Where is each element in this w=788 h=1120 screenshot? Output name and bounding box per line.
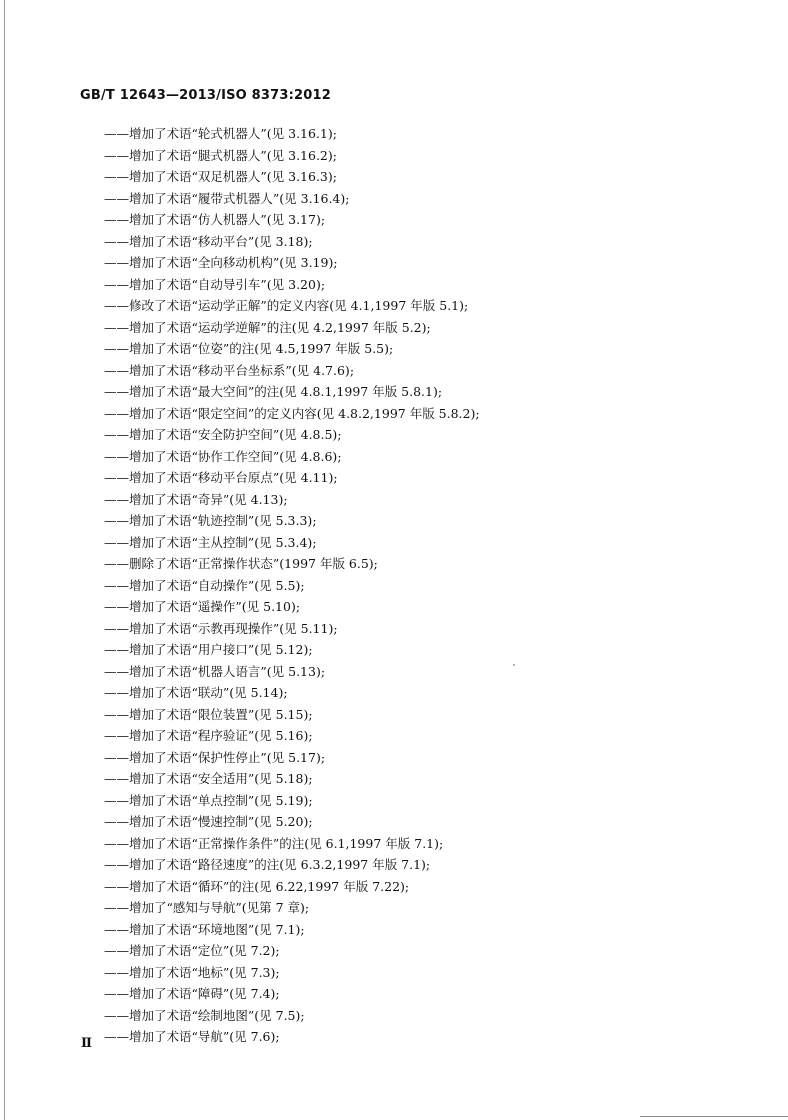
list-item: ——增加了术语“自动操作”(见 5.5);	[104, 577, 305, 593]
list-item: ——增加了术语“路径速度”的注(见 6.3.2,1997 年版 7.1);	[104, 857, 431, 872]
list-item: ——增加了术语“安全适用”(见 5.18);	[104, 771, 313, 786]
list-item: ——增加了术语“全向移动机构”(见 3.19);	[104, 255, 338, 270]
list-item: ——增加了术语“地标”(见 7.3);	[104, 964, 280, 980]
list-item: ——增加了术语“最大空间”的注(见 4.8.1,1997 年版 5.8.1);	[104, 384, 443, 399]
list-item: ——增加了“感知与导航”(见第 7 章);	[104, 900, 310, 915]
list-item: ——增加了术语“自动导引车”(见 3.20);	[104, 276, 326, 292]
list-item: ——增加了术语“移动平台”(见 3.18);	[104, 233, 313, 249]
list-item: ——增加了术语“单点控制”(见 5.19);	[104, 792, 313, 808]
list-item: ——增加了术语“定位”(见 7.2);	[104, 943, 280, 958]
scan-speck	[513, 664, 515, 666]
list-item: ——增加了术语“环境地图”(见 7.1);	[104, 921, 305, 937]
page-number: Ⅱ	[81, 1036, 92, 1051]
list-item: ——增加了术语“主从控制”(见 5.3.4);	[104, 534, 317, 550]
list-item: ——增加了术语“限位装置”(见 5.15);	[104, 706, 313, 722]
list-item: ——增加了术语“障碍”(见 7.4);	[104, 986, 280, 1001]
list-item: ——增加了术语“遥操作”(见 5.10);	[104, 599, 301, 614]
list-item: ——增加了术语“移动平台原点”(见 4.11);	[104, 470, 338, 485]
list-item: ——增加了术语“程序验证”(见 5.16);	[104, 728, 313, 743]
list-item: ——增加了术语“正常操作条件”的注(见 6.1,1997 年版 7.1);	[104, 835, 444, 851]
list-item: ——增加了术语“运动学逆解”的注(见 4.2,1997 年版 5.2);	[104, 319, 431, 335]
list-item: ——增加了术语“联动”(见 5.14);	[104, 685, 288, 700]
list-item: ——删除了术语“正常操作状态”(1997 年版 6.5);	[104, 556, 378, 571]
list-item: ——增加了术语“安全防护空间”(见 4.8.5);	[104, 427, 342, 442]
list-item: ——增加了术语“位姿”的注(见 4.5,1997 年版 5.5);	[104, 341, 394, 356]
list-item: ——增加了术语“循环”的注(见 6.22,1997 年版 7.22);	[104, 878, 410, 894]
list-item: ——增加了术语“导航”(见 7.6);	[104, 1029, 280, 1044]
list-item: ——增加了术语“用户接口”(见 5.12);	[104, 642, 313, 657]
list-item: ——增加了术语“机器人语言”(见 5.13);	[104, 663, 326, 679]
list-item: ——增加了术语“移动平台坐标系”(见 4.7.6);	[104, 362, 355, 378]
change-list	[104, 123, 480, 1048]
list-item: ——增加了术语“绘制地图”(见 7.5);	[104, 1007, 305, 1023]
list-item: ——增加了术语“仿人机器人”(见 3.17);	[104, 212, 326, 227]
list-item: ——增加了术语“轮式机器人”(见 3.16.1);	[104, 126, 337, 141]
list-item: ——修改了术语“运动学正解”的定义内容(见 4.1,1997 年版 5.1);	[104, 298, 469, 313]
list-item: ——增加了术语“履带式机器人”(见 3.16.4);	[104, 190, 350, 206]
list-item: ——增加了术语“示教再现操作”(见 5.11);	[104, 620, 338, 636]
scan-edge-bottom	[640, 1116, 788, 1117]
scan-edge-left	[4, 0, 5, 1120]
list-item: ——增加了术语“慢速控制”(见 5.20);	[104, 814, 313, 829]
list-item: ——增加了术语“双足机器人”(见 3.16.3);	[104, 169, 337, 184]
list-item: ——增加了术语“腿式机器人”(见 3.16.2);	[104, 147, 337, 163]
standard-number-header: GB/T 12643—2013/ISO 8373:2012	[80, 88, 332, 103]
list-item: ——增加了术语“轨迹控制”(见 5.3.3);	[104, 513, 317, 528]
list-item: ——增加了术语“奇异”(见 4.13);	[104, 491, 288, 507]
list-item: ——增加了术语“限定空间”的定义内容(见 4.8.2,1997 年版 5.8.2);	[104, 405, 480, 421]
list-item: ——增加了术语“保护性停止”(见 5.17);	[104, 749, 326, 765]
list-item: ——增加了术语“协作工作空间”(见 4.8.6);	[104, 448, 342, 464]
